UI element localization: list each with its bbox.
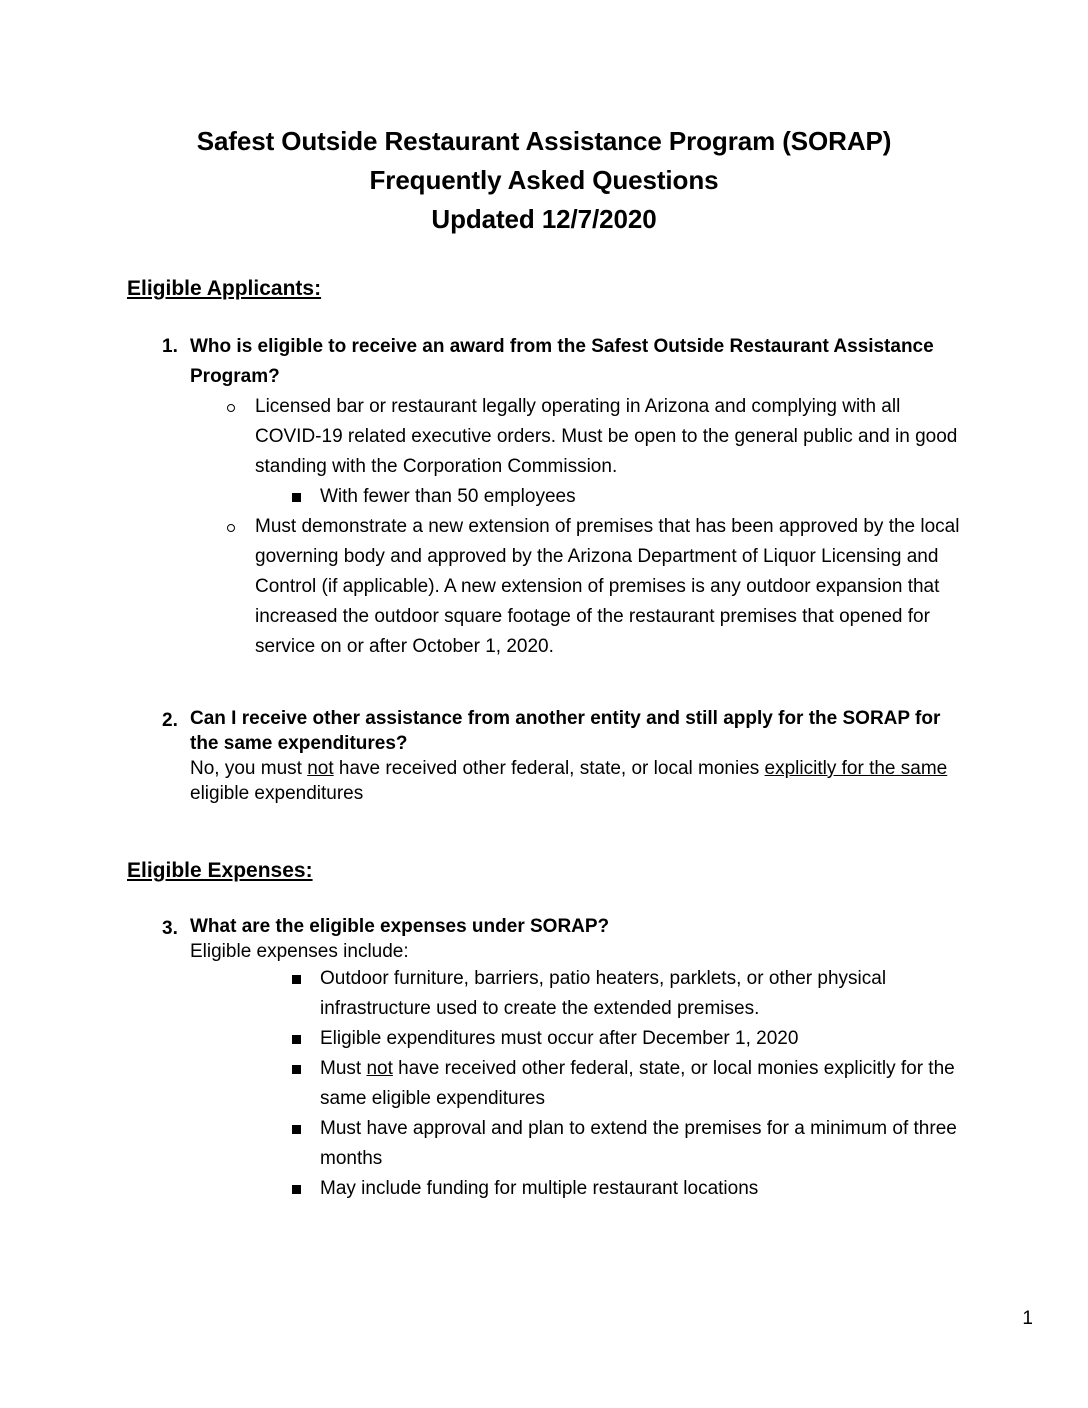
square-bullet-icon — [292, 1024, 301, 1054]
document-body — [127, 276, 967, 1204]
plain-text: eligible expenditures — [190, 783, 364, 804]
question-text-2: Can I receive other assistance from another entity and still apply for the SORAP for the same expenditures? — [190, 708, 941, 754]
title-line-2: Frequently Asked Questions — [369, 165, 719, 195]
plain-text: No, you must — [190, 758, 308, 779]
question-text-1: Who is eligible to receive an award from the Safest Outside Restaurant Assistance Program? — [190, 336, 934, 387]
square-bullet-icon — [292, 1114, 301, 1144]
spacer — [127, 662, 967, 706]
square-bullet-icon — [292, 482, 301, 512]
underlined-text: explicitly for the same — [764, 758, 948, 779]
list-item-text: Must have approval and plan to extend the premises for a minimum of three months — [320, 1118, 957, 1169]
circle-bullet-icon — [227, 392, 235, 422]
circle-bullet-icon — [227, 512, 235, 542]
list-item — [127, 1114, 967, 1174]
list-item — [127, 1174, 967, 1204]
title-line-3: Updated 12/7/2020 — [431, 204, 657, 234]
spacer — [127, 302, 967, 332]
question-number-1: 1. — [162, 336, 178, 357]
square-bullet-icon — [292, 1174, 301, 1204]
list-item — [127, 1024, 967, 1054]
list-item — [127, 1054, 967, 1114]
list-item-text: Must demonstrate a new extension of premises that has been approved by the local governing body and approved by the Arizona Department of Liquor Licensing and Control (if applicable). A new extension of premises is any outdoor expansion that increased the outdoor square footage of the restaurant premises that opened for service on or after October 1, 2020. — [255, 516, 960, 657]
answer-text-2 — [190, 756, 967, 806]
spacer — [127, 806, 967, 858]
list-item-text: Outdoor furniture, barriers, patio heaters, parklets, or other physical infrastructure used to create the extended premises. — [320, 968, 887, 1019]
underlined-text: not — [307, 758, 334, 779]
square-bullet-icon — [292, 1054, 301, 1084]
section-heading-eligible-expenses: Eligible Expenses: — [127, 859, 313, 882]
section-heading-eligible-applicants: Eligible Applicants: — [127, 277, 322, 300]
list-item-text: May include funding for multiple restaurant locations — [320, 1178, 759, 1199]
list-item — [127, 964, 967, 1024]
question-1-bullet-list — [127, 392, 967, 662]
spacer — [127, 884, 967, 914]
question-number-2: 2. — [162, 710, 178, 731]
plain-text: have received other federal, state, or local monies explicitly for the same eligible expenditures — [320, 1058, 955, 1109]
page-number: 1 — [1022, 1308, 1033, 1329]
list-item-text: Licensed bar or restaurant legally operating in Arizona and complying with all COVID-19 related executive orders. Must be open to the general public and in good standing with the Corporation Commission. — [255, 396, 958, 477]
plain-text: have received other federal, state, or local monies — [333, 758, 765, 779]
question-number-3: 3. — [162, 918, 178, 939]
square-bullet-icon — [292, 964, 301, 994]
list-item-text — [320, 1058, 955, 1109]
question-item-1 — [127, 332, 967, 392]
question-3-bullet-list — [127, 964, 967, 1204]
answer-text-3: Eligible expenses include: — [190, 941, 409, 962]
plain-text: Must — [320, 1058, 367, 1079]
list-item — [127, 482, 967, 512]
list-item — [127, 392, 967, 482]
document-title-block — [0, 122, 1088, 239]
question-item-3 — [127, 914, 967, 964]
question-text-3: What are the eligible expenses under SORAP? — [190, 916, 610, 937]
question-item-2 — [127, 706, 967, 806]
title-line-1: Safest Outside Restaurant Assistance Program (SORAP) — [196, 126, 892, 156]
list-item-text: Eligible expenditures must occur after December 1, 2020 — [320, 1028, 799, 1049]
underlined-text: not — [366, 1058, 393, 1079]
list-item — [127, 512, 967, 662]
list-item-text: With fewer than 50 employees — [320, 486, 576, 507]
